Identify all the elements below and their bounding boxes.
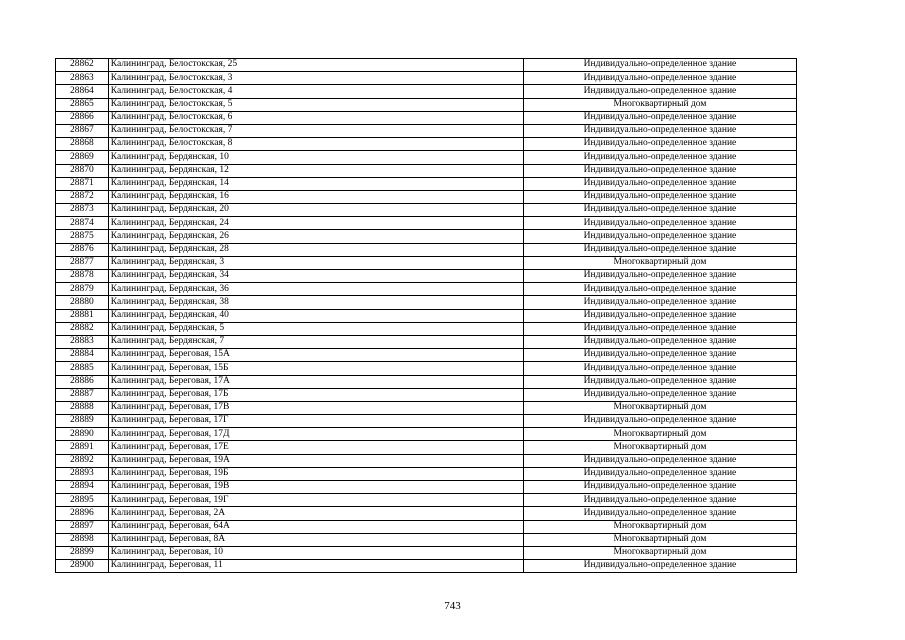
row-id-cell: 28886 — [56, 375, 109, 388]
table-row — [56, 467, 797, 480]
table-row — [56, 335, 797, 348]
row-address-cell: Калининград, Бердянская, 36 — [108, 283, 523, 296]
row-type-cell: Индивидуально-определенное здание — [523, 454, 796, 467]
buildings-table — [55, 58, 797, 573]
row-address-cell: Калининград, Береговая, 19А — [108, 454, 523, 467]
row-id-cell: 28866 — [56, 111, 109, 124]
row-type-cell: Индивидуально-определенное здание — [523, 190, 796, 203]
row-address-cell: Калининград, Береговая, 15Б — [108, 362, 523, 375]
row-type-cell: Индивидуально-определенное здание — [523, 72, 796, 85]
row-type-cell: Индивидуально-определенное здание — [523, 283, 796, 296]
row-address-cell: Калининград, Бердянская, 14 — [108, 177, 523, 190]
table-row — [56, 322, 797, 335]
table-row — [56, 270, 797, 283]
row-address-cell: Калининград, Береговая, 64А — [108, 520, 523, 533]
row-address-cell: Калининград, Бердянская, 3 — [108, 256, 523, 269]
table-row — [56, 296, 797, 309]
row-address-cell: Калининград, Бердянская, 38 — [108, 296, 523, 309]
row-type-cell: Многоквартирный дом — [523, 256, 796, 269]
row-address-cell: Калининград, Береговая, 17Г — [108, 415, 523, 428]
table-row — [56, 72, 797, 85]
row-id-cell: 28892 — [56, 454, 109, 467]
row-type-cell: Индивидуально-определенное здание — [523, 217, 796, 230]
row-type-cell: Индивидуально-определенное здание — [523, 415, 796, 428]
row-address-cell: Калининград, Береговая, 17Д — [108, 428, 523, 441]
row-address-cell: Калининград, Береговая, 17Б — [108, 388, 523, 401]
table-row — [56, 546, 797, 559]
row-address-cell: Калининград, Береговая, 19В — [108, 481, 523, 494]
row-address-cell: Калининград, Бердянская, 24 — [108, 217, 523, 230]
row-address-cell: Калининград, Бердянская, 34 — [108, 270, 523, 283]
row-id-cell: 28885 — [56, 362, 109, 375]
row-type-cell: Индивидуально-определенное здание — [523, 481, 796, 494]
row-type-cell: Индивидуально-определенное здание — [523, 177, 796, 190]
row-id-cell: 28897 — [56, 520, 109, 533]
row-address-cell: Калининград, Береговая, 17В — [108, 401, 523, 414]
row-id-cell: 28898 — [56, 533, 109, 546]
row-id-cell: 28863 — [56, 72, 109, 85]
row-type-cell: Многоквартирный дом — [523, 428, 796, 441]
table-row — [56, 243, 797, 256]
row-type-cell: Индивидуально-определенное здание — [523, 335, 796, 348]
table-row — [56, 59, 797, 72]
table-row — [56, 362, 797, 375]
row-address-cell: Калининград, Белостокская, 3 — [108, 72, 523, 85]
row-address-cell: Калининград, Береговая, 17Е — [108, 441, 523, 454]
row-type-cell: Индивидуально-определенное здание — [523, 164, 796, 177]
row-type-cell: Индивидуально-определенное здание — [523, 507, 796, 520]
row-address-cell: Калининград, Белостокская, 4 — [108, 85, 523, 98]
row-address-cell: Калининград, Береговая, 2А — [108, 507, 523, 520]
row-id-cell: 28890 — [56, 428, 109, 441]
table-row — [56, 98, 797, 111]
row-id-cell: 28896 — [56, 507, 109, 520]
row-type-cell: Индивидуально-определенное здание — [523, 151, 796, 164]
table-row — [56, 256, 797, 269]
page-number: 743 — [444, 600, 461, 612]
row-type-cell: Индивидуально-определенное здание — [523, 362, 796, 375]
row-id-cell: 28868 — [56, 138, 109, 151]
row-id-cell: 28894 — [56, 481, 109, 494]
row-id-cell: 28893 — [56, 467, 109, 480]
table-row — [56, 441, 797, 454]
row-type-cell: Многоквартирный дом — [523, 533, 796, 546]
table-row — [56, 204, 797, 217]
row-id-cell: 28874 — [56, 217, 109, 230]
row-id-cell: 28883 — [56, 335, 109, 348]
row-type-cell: Индивидуально-определенное здание — [523, 85, 796, 98]
row-type-cell: Многоквартирный дом — [523, 546, 796, 559]
row-address-cell: Калининград, Белостокская, 25 — [108, 59, 523, 72]
row-address-cell: Калининград, Бердянская, 16 — [108, 190, 523, 203]
row-type-cell: Индивидуально-определенное здание — [523, 322, 796, 335]
row-address-cell: Калининград, Береговая, 10 — [108, 546, 523, 559]
row-address-cell: Калининград, Бердянская, 5 — [108, 322, 523, 335]
row-id-cell: 28881 — [56, 309, 109, 322]
table-row — [56, 138, 797, 151]
table-row — [56, 533, 797, 546]
table-row — [56, 375, 797, 388]
row-address-cell: Калининград, Белостокская, 8 — [108, 138, 523, 151]
table-row — [56, 415, 797, 428]
row-id-cell: 28895 — [56, 494, 109, 507]
row-id-cell: 28862 — [56, 59, 109, 72]
row-type-cell: Индивидуально-определенное здание — [523, 270, 796, 283]
row-address-cell: Калининград, Белостокская, 6 — [108, 111, 523, 124]
table-row — [56, 111, 797, 124]
table-row — [56, 309, 797, 322]
row-id-cell: 28867 — [56, 124, 109, 137]
table-row — [56, 151, 797, 164]
row-id-cell: 28878 — [56, 270, 109, 283]
row-address-cell: Калининград, Бердянская, 12 — [108, 164, 523, 177]
row-type-cell: Индивидуально-определенное здание — [523, 494, 796, 507]
row-id-cell: 28880 — [56, 296, 109, 309]
row-address-cell: Калининград, Бердянская, 26 — [108, 230, 523, 243]
row-type-cell: Индивидуально-определенное здание — [523, 124, 796, 137]
row-address-cell: Калининград, Белостокская, 5 — [108, 98, 523, 111]
row-id-cell: 28865 — [56, 98, 109, 111]
row-type-cell: Индивидуально-определенное здание — [523, 204, 796, 217]
table-row — [56, 283, 797, 296]
row-id-cell: 28882 — [56, 322, 109, 335]
table-row — [56, 85, 797, 98]
row-id-cell: 28887 — [56, 388, 109, 401]
table-row — [56, 454, 797, 467]
table-row — [56, 164, 797, 177]
row-address-cell: Калининград, Береговая, 19Б — [108, 467, 523, 480]
table-body — [56, 59, 797, 573]
row-type-cell: Индивидуально-определенное здание — [523, 243, 796, 256]
table-row — [56, 388, 797, 401]
row-type-cell: Многоквартирный дом — [523, 401, 796, 414]
table-row — [56, 401, 797, 414]
row-address-cell: Калининград, Белостокская, 7 — [108, 124, 523, 137]
row-type-cell: Индивидуально-определенное здание — [523, 375, 796, 388]
table-row — [56, 124, 797, 137]
row-type-cell: Индивидуально-определенное здание — [523, 296, 796, 309]
row-id-cell: 28879 — [56, 283, 109, 296]
row-type-cell: Индивидуально-определенное здание — [523, 467, 796, 480]
row-type-cell: Индивидуально-определенное здание — [523, 349, 796, 362]
row-id-cell: 28876 — [56, 243, 109, 256]
row-type-cell: Многоквартирный дом — [523, 441, 796, 454]
table-row — [56, 560, 797, 573]
row-id-cell: 28869 — [56, 151, 109, 164]
table-row — [56, 520, 797, 533]
row-id-cell: 28870 — [56, 164, 109, 177]
table-row — [56, 230, 797, 243]
row-id-cell: 28888 — [56, 401, 109, 414]
row-type-cell: Индивидуально-определенное здание — [523, 388, 796, 401]
row-type-cell: Индивидуально-определенное здание — [523, 111, 796, 124]
row-id-cell: 28900 — [56, 560, 109, 573]
row-id-cell: 28877 — [56, 256, 109, 269]
row-address-cell: Калининград, Бердянская, 20 — [108, 204, 523, 217]
row-id-cell: 28872 — [56, 190, 109, 203]
table-row — [56, 428, 797, 441]
row-id-cell: 28873 — [56, 204, 109, 217]
row-id-cell: 28864 — [56, 85, 109, 98]
row-address-cell: Калининград, Бердянская, 7 — [108, 335, 523, 348]
row-address-cell: Калининград, Бердянская, 40 — [108, 309, 523, 322]
row-address-cell: Калининград, Бердянская, 10 — [108, 151, 523, 164]
row-id-cell: 28875 — [56, 230, 109, 243]
table-row — [56, 494, 797, 507]
row-type-cell: Индивидуально-определенное здание — [523, 230, 796, 243]
row-type-cell: Индивидуально-определенное здание — [523, 138, 796, 151]
table-row — [56, 217, 797, 230]
row-type-cell: Индивидуально-определенное здание — [523, 560, 796, 573]
row-address-cell: Калининград, Береговая, 11 — [108, 560, 523, 573]
table-row — [56, 349, 797, 362]
row-type-cell: Индивидуально-определенное здание — [523, 59, 796, 72]
table-row — [56, 177, 797, 190]
row-type-cell: Многоквартирный дом — [523, 98, 796, 111]
table-row — [56, 507, 797, 520]
row-address-cell: Калининград, Береговая, 15А — [108, 349, 523, 362]
row-type-cell: Многоквартирный дом — [523, 520, 796, 533]
table-row — [56, 190, 797, 203]
row-type-cell: Индивидуально-определенное здание — [523, 309, 796, 322]
row-address-cell: Калининград, Береговая, 8А — [108, 533, 523, 546]
row-address-cell: Калининград, Бердянская, 28 — [108, 243, 523, 256]
row-address-cell: Калининград, Береговая, 17А — [108, 375, 523, 388]
row-id-cell: 28899 — [56, 546, 109, 559]
row-address-cell: Калининград, Береговая, 19Г — [108, 494, 523, 507]
row-id-cell: 28889 — [56, 415, 109, 428]
row-id-cell: 28891 — [56, 441, 109, 454]
row-id-cell: 28871 — [56, 177, 109, 190]
row-id-cell: 28884 — [56, 349, 109, 362]
table-row — [56, 481, 797, 494]
